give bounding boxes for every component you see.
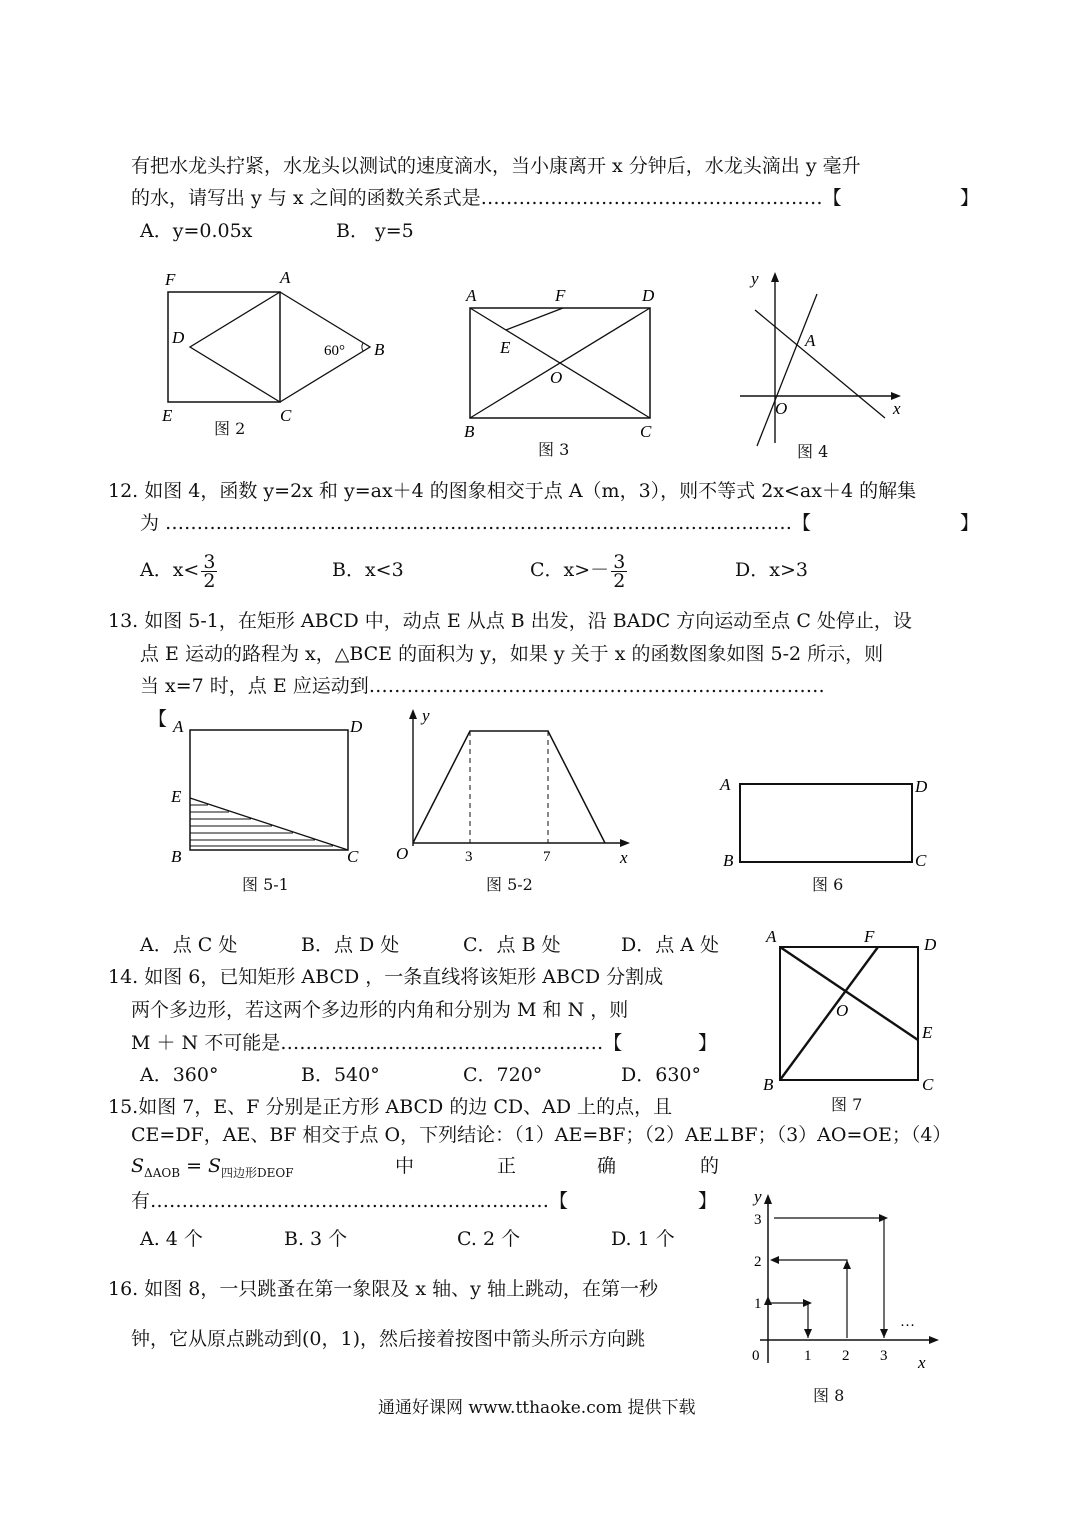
q16-line-2: 钟，它从原点跳动到(0，1)，然后接着按图中箭头所示方向跳 bbox=[131, 1328, 646, 1350]
fig2-label-d: D bbox=[172, 328, 185, 347]
fig5-2-label-x: x bbox=[620, 848, 628, 867]
fig8-tick-origin: 0 bbox=[752, 1348, 760, 1364]
intro-option-b: B． y=5 bbox=[336, 220, 414, 242]
fig3-label-e: E bbox=[500, 338, 511, 357]
fig8-tick-y2: 2 bbox=[754, 1254, 762, 1270]
fig6-label-d: D bbox=[915, 777, 928, 796]
figure-2 bbox=[160, 265, 400, 435]
q12-option-b: B．x<3 bbox=[332, 559, 404, 581]
figure-4 bbox=[735, 268, 915, 453]
fig7-label-e: E bbox=[922, 1023, 933, 1042]
q12-option-a: A．x< $\frac{3}{2}$ bbox=[140, 550, 216, 592]
q13-line-1: 13. 如图 5-1，在矩形 ABCD 中，动点 E 从点 B 出发，沿 BADC 方向运动至点 C 处停止，设 bbox=[108, 610, 912, 632]
q15-option-c: C. 2 个 bbox=[457, 1228, 521, 1250]
q15-line-1: 15.如图 7，E、F 分别是正方形 ABCD 的边 CD、AD 上的点，且 bbox=[108, 1096, 673, 1118]
q15-bracket-close: 】 bbox=[698, 1190, 718, 1212]
q15-option-b: B. 3 个 bbox=[284, 1228, 348, 1250]
fig8-ellipsis: … bbox=[900, 1314, 915, 1330]
fig4-label-o: O bbox=[775, 399, 788, 418]
q15-line-3-word-3: 确 bbox=[597, 1155, 617, 1177]
q13-bracket-open: 【 bbox=[148, 708, 168, 730]
figure-5-1 bbox=[165, 710, 375, 870]
q13-line-3: 当 x=7 时，点 E 应运动到……………………………………………………………… bbox=[140, 675, 825, 697]
q15-line-4: 有………………………………………………………【 bbox=[131, 1190, 569, 1212]
intro-line-2: 的水，请写出 y 与 x 之间的函数关系式是………………………………………………【 bbox=[131, 187, 842, 209]
figure-6 bbox=[715, 770, 945, 870]
q12-bracket-close: 】 bbox=[960, 512, 980, 534]
fig2-label-a: A bbox=[280, 268, 291, 287]
fig5-2-label-y: y bbox=[422, 706, 430, 725]
q12-line-2: 为 ………………………………………………………………………………………【 bbox=[140, 512, 812, 534]
fig3-label-f: F bbox=[555, 286, 566, 305]
fig8-tick-x2: 2 bbox=[842, 1348, 850, 1364]
fig3-label-c: C bbox=[640, 422, 652, 441]
q15-line-3-word-1: 中 bbox=[395, 1155, 415, 1177]
fig5-2-tick-7: 7 bbox=[543, 849, 551, 865]
fig3-label-b: B bbox=[464, 422, 475, 441]
fig6-label-c: C bbox=[915, 851, 927, 870]
fig2-label-e: E bbox=[162, 406, 173, 425]
q12-option-d: D．x>3 bbox=[735, 559, 808, 581]
q14-option-c: C．720° bbox=[463, 1064, 543, 1086]
fig7-label-d: D bbox=[924, 935, 937, 954]
fig8-caption: 图 8 bbox=[813, 1386, 845, 1405]
figure-5-2 bbox=[390, 703, 640, 868]
fig7-label-o: O bbox=[836, 1001, 849, 1020]
figure-7 bbox=[760, 922, 950, 1094]
fig7-label-a: A bbox=[766, 927, 777, 946]
fig5-1-caption: 图 5-1 bbox=[242, 875, 289, 894]
q14-line-2: 两个多边形，若这两个多边形的内角和分别为 M 和 N ，则 bbox=[131, 999, 629, 1021]
q14-line-3: M ＋ N 不可能是……………………………………………【 bbox=[131, 1032, 623, 1054]
fig3-label-a: A bbox=[466, 286, 477, 305]
q12-option-c: C．x>－ $\frac{3}{2}$ bbox=[530, 550, 626, 592]
fig2-label-b: B bbox=[374, 340, 385, 359]
fig6-label-a: A bbox=[720, 775, 731, 794]
q15-line-3-word-4: 的 bbox=[700, 1155, 720, 1177]
fig8-label-y: y bbox=[754, 1187, 762, 1206]
intro-option-a: A．y=0.05x bbox=[140, 220, 253, 242]
fig4-label-x: x bbox=[893, 399, 901, 418]
fig5-2-tick-3: 3 bbox=[465, 849, 473, 865]
q13-option-b: B．点 D 处 bbox=[301, 934, 400, 956]
fig5-1-label-a: A bbox=[173, 717, 184, 736]
fig6-label-b: B bbox=[723, 851, 734, 870]
fig5-1-label-e: E bbox=[171, 787, 182, 806]
fig5-2-caption: 图 5-2 bbox=[486, 875, 533, 894]
q15-line-3-word-2: 正 bbox=[497, 1155, 517, 1177]
fig4-label-y: y bbox=[751, 269, 759, 288]
fig5-1-label-b: B bbox=[171, 847, 182, 866]
fig4-label-a: A bbox=[805, 331, 816, 350]
q14-bracket-close: 】 bbox=[698, 1032, 718, 1054]
q14-option-b: B．540° bbox=[301, 1064, 380, 1086]
fig8-tick-y3: 3 bbox=[754, 1212, 762, 1228]
q15-line-2: CE=DF，AE、BF 相交于点 O，下列结论：（1）AE=BF；（2）AE⊥BF；（3）AO=OE；（4） bbox=[131, 1124, 952, 1146]
fig2-label-f: F bbox=[165, 270, 176, 289]
fig3-label-d: D bbox=[642, 286, 655, 305]
q13-option-a: A．点 C 处 bbox=[140, 934, 238, 956]
footer-credit: 通通好课网 www.tthaoke.com 提供下载 bbox=[378, 1398, 696, 1418]
fig8-label-x: x bbox=[918, 1353, 926, 1372]
fig8-tick-x1: 1 bbox=[804, 1348, 812, 1364]
q15-option-d: D. 1 个 bbox=[611, 1228, 675, 1250]
intro-bracket-close: 】 bbox=[960, 187, 980, 209]
fig4-caption: 图 4 bbox=[797, 442, 829, 461]
fig2-caption: 图 2 bbox=[214, 419, 246, 438]
figure-8 bbox=[740, 1188, 945, 1378]
q16-line-1: 16. 如图 8，一只跳蚤在第一象限及 x 轴、y 轴上跳动，在第一秒 bbox=[108, 1278, 658, 1300]
fig7-label-f: F bbox=[864, 927, 875, 946]
q14-option-d: D．630° bbox=[621, 1064, 701, 1086]
fig3-label-o: O bbox=[550, 368, 563, 387]
fig7-caption: 图 7 bbox=[831, 1095, 863, 1114]
fig3-caption: 图 3 bbox=[538, 440, 570, 459]
fig7-label-c: C bbox=[922, 1075, 934, 1094]
fig8-tick-x3: 3 bbox=[880, 1348, 888, 1364]
fig5-2-label-o: O bbox=[396, 844, 409, 863]
q13-option-d: D．点 A 处 bbox=[621, 934, 720, 956]
q13-option-c: C．点 B 处 bbox=[463, 934, 561, 956]
q14-option-a: A．360° bbox=[140, 1064, 219, 1086]
fig7-label-b: B bbox=[763, 1075, 774, 1094]
fig8-tick-y1: 1 bbox=[754, 1296, 762, 1312]
fig6-caption: 图 6 bbox=[812, 875, 844, 894]
q15-area-formula: $S_{\Delta AOB} = S_{四边形DEOF}$ bbox=[131, 1155, 294, 1180]
fig2-angle: 60° bbox=[324, 343, 345, 359]
fig2-label-c: C bbox=[280, 406, 292, 425]
q12-line-1: 12. 如图 4，函数 y=2x 和 y=ax＋4 的图象相交于点 A（m，3），则不等式 2x<ax＋4 的解集 bbox=[108, 480, 917, 502]
figure-3 bbox=[460, 283, 670, 443]
fig5-1-label-c: C bbox=[347, 847, 359, 866]
q14-line-1: 14. 如图 6，已知矩形 ABCD ，一条直线将该矩形 ABCD 分割成 bbox=[108, 966, 664, 988]
intro-line-1: 有把水龙头拧紧，水龙头以测试的速度滴水，当小康离开 x 分钟后，水龙头滴出 y 毫升 bbox=[131, 155, 861, 177]
q15-option-a: A. 4 个 bbox=[140, 1228, 203, 1250]
q13-line-2: 点 E 运动的路程为 x，△BCE 的面积为 y，如果 y 关于 x 的函数图象如图 5-2 所示，则 bbox=[140, 643, 884, 665]
fig5-1-label-d: D bbox=[350, 717, 363, 736]
